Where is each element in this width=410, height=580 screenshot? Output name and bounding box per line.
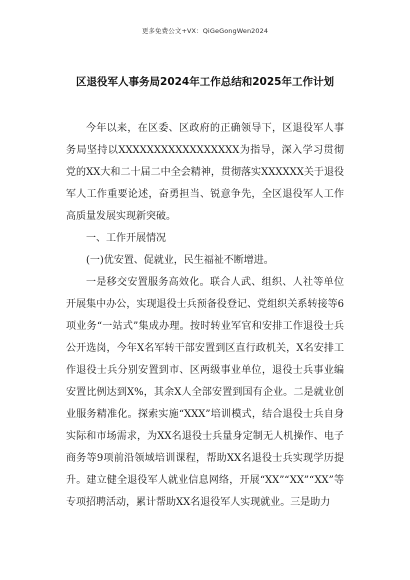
section-heading-work-status: 一、工作开展情况 [86,233,166,244]
document-body [66,118,344,514]
intro-paragraph: 今年以来，在区委、区政府的正确领导下，区退役军人事务局坚持以XXXXXXXXXXXXXXXXX为指导，深入学习贯彻党的XX大和二十届二中全会精神，贯彻落实XXXXXX关于退役军人工作重要论述，奋勇担当、锐意争先，全区退役军人工作高质量发展实现新突破。 [66,123,344,222]
subsection-heading-placement: (一)优安置、促就业，民生福祉不断增进。 [86,255,274,266]
header-note: 更多免费公文+VX：QiGeGongWen2024 [141,27,269,35]
body-paragraph-placement: 一是移交安置服务高效化。联合人武、组织、人社等单位开展集中办公，实现退役士兵预备役登记、党组织关系转接等6项业务“一站式”集成办理。按时转业军官和安排工作退役士兵公开选岗，今年X名军转干部安置到区直行政机关，X名安排工作退役士兵分别安置到市、区两级事业单位，退役士兵事业编安置比例达到X%，其余X人全部安置到国有企业。二是就业创业服务精准化。探索实施“XXX”培训模式，结合退役士兵自身实际和市场需求，为XX名退役士兵量身定制无人机操作、电子商务等9项前沿领域培训课程，帮助XX名退役士兵实现学历提升。建立健全退役军人就业信息网络，开展“XX”“XX”“XX”等专项招聘活动，累计帮助XX名退役军人实现就业。三是助力 [66,277,344,508]
document-title: 区退役军人事务局2024年工作总结和2025年工作计划 [76,76,334,88]
